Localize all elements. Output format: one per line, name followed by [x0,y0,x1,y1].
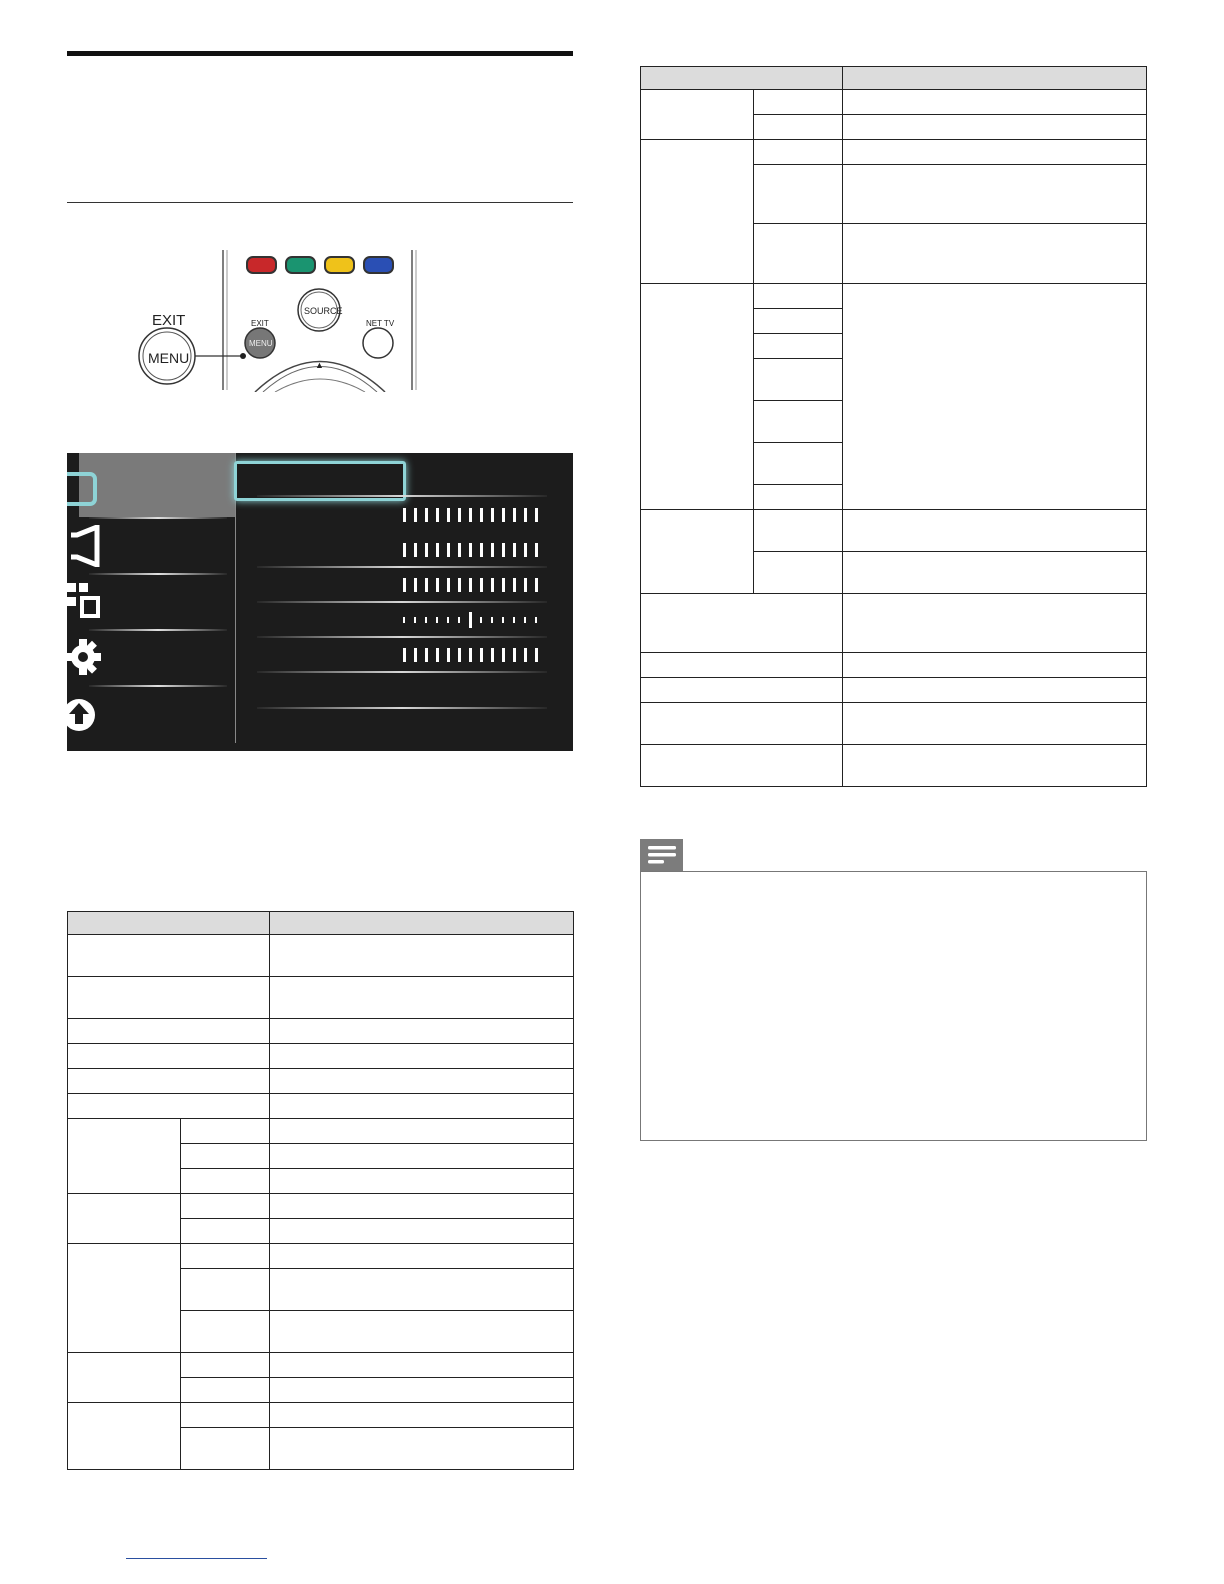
table-row [68,1403,574,1428]
slider-tick [403,617,405,623]
section-divider [67,202,573,203]
menu-slider[interactable] [397,647,547,663]
slider-tick [513,578,516,592]
slider-tick [414,617,416,623]
upgrade-icon[interactable] [67,697,103,737]
slider-tick [469,543,472,557]
table-row [641,90,1147,115]
slider-tick [458,617,460,623]
slider-tick [513,617,515,623]
table-row [641,678,1147,703]
table-row [641,653,1147,678]
slider-tick [491,543,494,557]
slider-tick [403,578,406,592]
note-box [640,871,1147,1141]
slider-tick [535,508,538,522]
slider-tick [458,508,461,522]
table-row [68,1019,574,1044]
features-icon[interactable] [67,583,103,623]
slider-tick [491,617,493,623]
menu-divider [89,573,227,575]
slider-tick [425,578,428,592]
table-row [68,1119,574,1144]
slider-tick [447,578,450,592]
slider-tick [502,543,505,557]
menu-slider[interactable] [397,612,547,628]
table-row [68,1069,574,1094]
slider-tick [436,617,438,623]
menu-row-divider [257,495,547,497]
slider-tick [480,578,483,592]
table-row [68,1244,574,1269]
picture-icon[interactable] [67,471,103,511]
table-row [641,745,1147,787]
note-icon [640,839,683,871]
slider-tick [414,543,417,557]
table-row [641,140,1147,165]
slider-tick [469,648,472,662]
slider-tick [480,617,482,623]
slider-tick [491,508,494,522]
slider-tick [469,578,472,592]
table-row [68,1194,574,1219]
slider-tick [480,543,483,557]
slider-tick [480,648,483,662]
slider-tick [502,648,505,662]
slider-tick [491,648,494,662]
slider-tick [414,578,417,592]
slider-tick [469,508,472,522]
slider-tick [403,508,406,522]
table-row [68,1353,574,1378]
table-header-row [68,912,574,935]
table-row [68,977,574,1019]
slider-tick [414,648,417,662]
slider-tick [403,648,406,662]
nettv-label: NET TV [366,319,395,328]
exit-label: EXIT [152,312,186,329]
menu-divider [89,685,227,687]
slider-tick [458,543,461,557]
table-row [641,594,1147,653]
red-button[interactable] [247,257,276,273]
slider-tick [425,508,428,522]
table-row [68,1044,574,1069]
slider-tick [458,578,461,592]
slider-tick [436,508,439,522]
slider-tick [524,648,527,662]
slider-tick [425,648,428,662]
slider-tick [502,617,504,623]
slider-tick [513,508,516,522]
sound-icon[interactable] [67,525,103,567]
slider-tick [480,508,483,522]
slider-tick [535,543,538,557]
slider-tick [458,648,461,662]
note-tab [640,839,683,871]
slider-tick [414,508,417,522]
slider-tick [425,543,428,557]
menu-row-divider [257,601,547,603]
menu-slider[interactable] [397,577,547,593]
slider-tick [425,617,427,623]
slider-tick [447,508,450,522]
menu-slider[interactable] [397,542,547,558]
settings-table-right [640,66,1147,787]
menu-slider[interactable] [397,507,547,523]
slider-tick [524,543,527,557]
section-heading-rule [67,51,573,56]
small-exit-label: EXIT [251,319,269,328]
slider-tick [469,612,472,628]
setup-icon[interactable] [67,637,103,677]
slider-tick [436,648,439,662]
up-arrow-icon[interactable]: ▲ [315,360,324,370]
slider-tick [502,578,505,592]
table-header-row [641,67,1147,90]
slider-tick [535,578,538,592]
menu-divider [89,629,227,631]
table-row [641,510,1147,552]
remote-control-illustration [135,246,425,392]
settings-table-left [67,911,574,1470]
slider-tick [513,543,516,557]
tv-menu-screenshot [67,453,573,751]
slider-tick [491,578,494,592]
green-button[interactable] [286,257,315,273]
menu-divider [89,517,227,519]
slider-tick [524,508,527,522]
table-row [68,935,574,977]
slider-tick [513,648,516,662]
slider-tick [502,508,505,522]
footer-link-underline[interactable] [126,1558,267,1559]
menu-row-divider [257,671,547,673]
slider-tick [447,648,450,662]
blue-button[interactable] [364,257,393,273]
menu-row-divider [257,636,547,638]
table-row [68,1094,574,1119]
slider-tick [524,578,527,592]
slider-tick [535,648,538,662]
menu-button[interactable]: MENU [148,350,190,366]
source-button[interactable]: SOURCE [304,306,343,316]
slider-tick [524,617,526,623]
slider-tick [447,617,449,623]
slider-tick [447,543,450,557]
table-row [641,703,1147,745]
slider-tick [403,543,406,557]
yellow-button[interactable] [325,257,354,273]
menu-row-divider [257,566,547,568]
slider-tick [436,578,439,592]
slider-tick [436,543,439,557]
small-menu-button[interactable]: MENU [249,339,273,348]
table-row [641,284,1147,309]
slider-tick [535,617,537,623]
menu-row-divider [257,707,547,709]
